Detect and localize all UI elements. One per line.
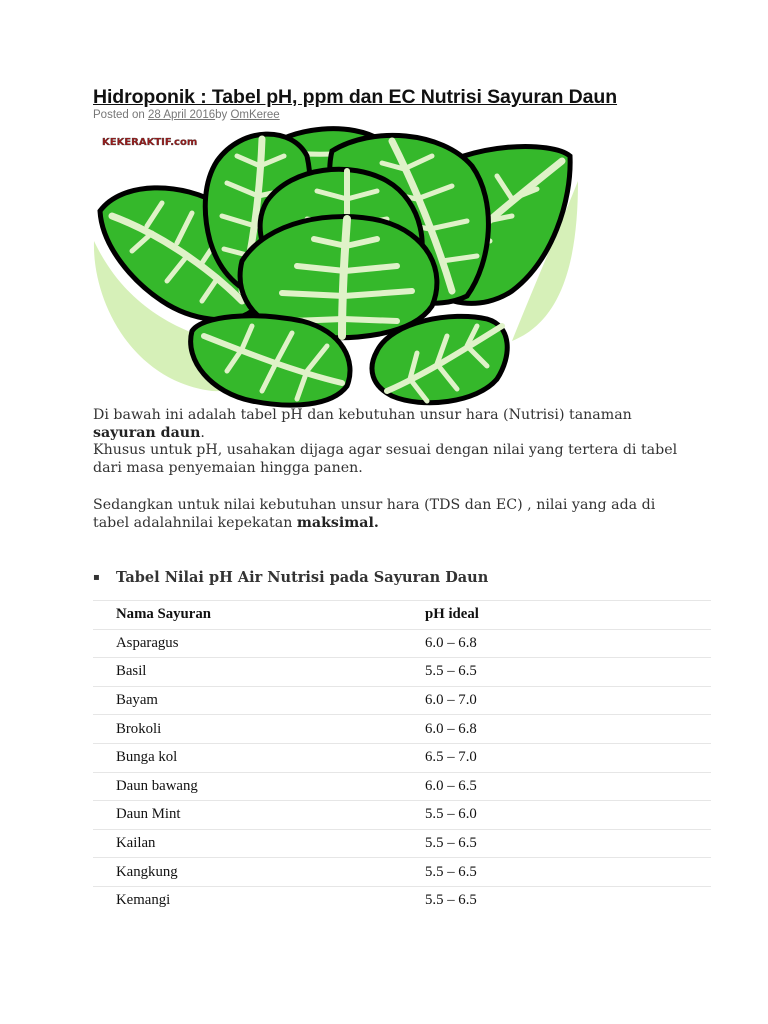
intro-block [93,407,693,477]
bold-sayuran-daun: sayuran daun [93,424,201,441]
section-heading-text: Tabel Nilai pH Air Nutrisi pada Sayuran Daun [116,569,489,586]
watermark-text: KEKERAKTIF.com [102,137,198,148]
table-row [93,629,711,658]
nutrient-paragraph: Sedangkan untuk nilai kebutuhan unsur hara (TDS dan EC) , nilai yang ada di tabel adalahnilai kepekatan maksimal. [93,497,656,531]
ph-note-paragraph: Khusus untuk pH, usahakan dijaga agar sesuai dengan nilai yang tertera di tabel dari masa penyemaian hingga panen. [93,442,678,476]
intro-paragraph: Di bawah ini adalah tabel pH dan kebutuhan unsur hara (Nutrisi) tanaman sayuran daun. [93,407,632,441]
posted-on-label: Posted on [93,109,148,121]
table-row [93,715,711,744]
watermark-logo [100,133,197,149]
bold-maksimal: maksimal. [296,514,379,531]
table-row [93,886,711,915]
table-row [93,686,711,715]
vegetable-name: Kailan [93,829,402,858]
ph-range: 5.5 – 6.5 [402,829,711,858]
ph-range: 5.5 – 6.5 [402,886,711,915]
table-row [93,858,711,887]
vegetable-name: Brokoli [93,715,402,744]
nutrient-note [93,497,693,532]
table-row [93,829,711,858]
ph-range: 5.5 – 6.5 [402,658,711,687]
post-title[interactable]: Hidroponik : Tabel pH, ppm dan EC Nutrisi Sayuran Daun [93,86,618,108]
post-meta [93,109,280,121]
section-heading [93,569,488,586]
table-row [93,743,711,772]
vegetable-name: Kangkung [93,858,402,887]
table-header-row [93,601,711,630]
by-label: by [215,109,231,121]
header-nama-sayuran: Nama Sayuran [93,601,402,630]
ph-range: 6.0 – 6.5 [402,772,711,801]
vegetable-name: Kemangi [93,886,402,915]
vegetable-name: Daun bawang [93,772,402,801]
ph-range: 6.5 – 7.0 [402,743,711,772]
ph-table [93,600,711,915]
bullet-square-icon: ▪ [93,572,100,583]
table-row [93,772,711,801]
post-date-link[interactable]: 28 April 2016 [147,109,216,121]
table-row [93,658,711,687]
vegetable-name: Bunga kol [93,743,402,772]
author-link[interactable]: OmKeree [230,109,280,121]
vegetable-name: Bayam [93,686,402,715]
header-ph-ideal: pH ideal [402,601,711,630]
leafy-vegetable-illustration [92,121,578,411]
vegetable-name: Asparagus [93,629,402,658]
table-row [93,801,711,830]
ph-range: 6.0 – 6.8 [402,715,711,744]
vegetable-name: Daun Mint [93,801,402,830]
ph-range: 5.5 – 6.5 [402,858,711,887]
ph-range: 5.5 – 6.0 [402,801,711,830]
vegetable-name: Basil [93,658,402,687]
ph-range: 6.0 – 7.0 [402,686,711,715]
leaf-bottom-left [191,316,350,405]
ph-range: 6.0 – 6.8 [402,629,711,658]
